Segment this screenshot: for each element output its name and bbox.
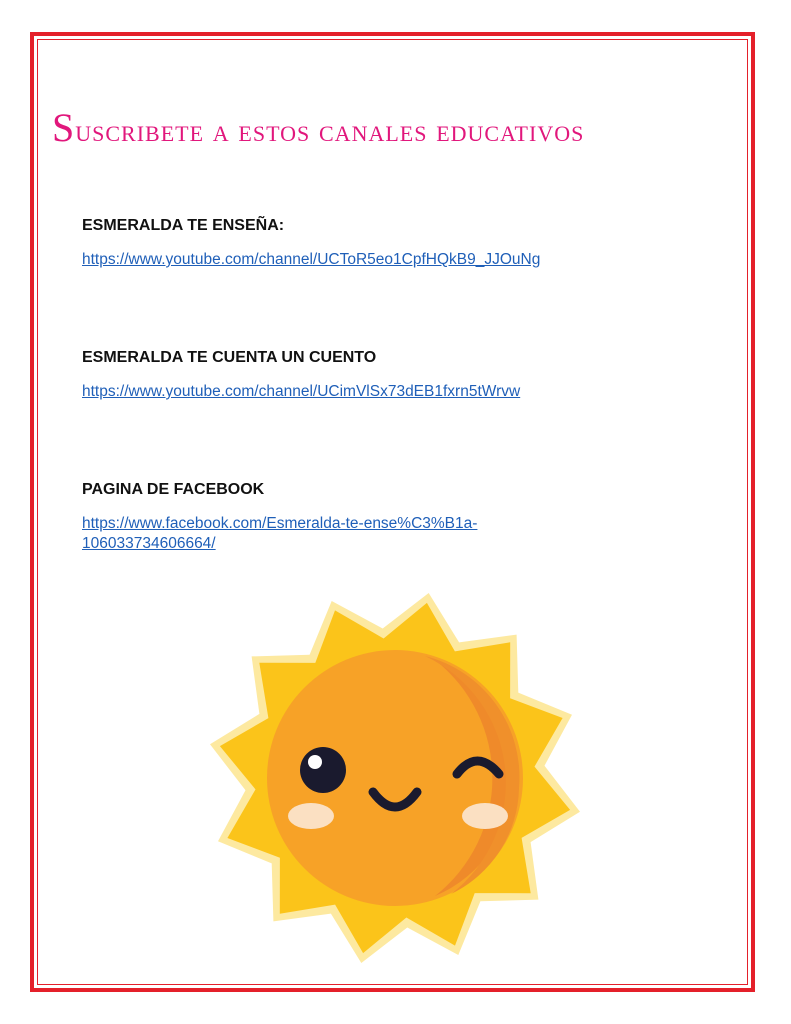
channel-section-facebook [82, 480, 562, 554]
channel-section-cuento [82, 348, 642, 402]
left-cheek [288, 803, 334, 829]
channel-link[interactable]: https://www.facebook.com/Esmeralda-te-ense%C3%B1a-106033734606664/ [82, 515, 478, 552]
title-rest: uscribete a estos canales educativos [75, 113, 585, 148]
channel-heading: ESMERALDA TE CUENTA UN CUENTO [82, 349, 377, 366]
right-cheek [462, 803, 508, 829]
smiling-winking-sun-icon [205, 583, 585, 973]
channel-link[interactable]: https://www.youtube.com/channel/UCimVlSx73dEB1fxrn5tWrvw [82, 383, 521, 400]
channel-section-ensena [82, 216, 642, 270]
channel-heading: PAGINA DE FACEBOOK [82, 481, 265, 498]
title-initial: S [52, 105, 76, 150]
channel-heading: ESMERALDA TE ENSEÑA: [82, 217, 285, 234]
page-title [52, 104, 752, 151]
left-eye-highlight [308, 755, 322, 769]
channel-link[interactable]: https://www.youtube.com/channel/UCToR5eo1CpfHQkB9_JJOuNg [82, 251, 541, 268]
left-eye [300, 747, 346, 793]
